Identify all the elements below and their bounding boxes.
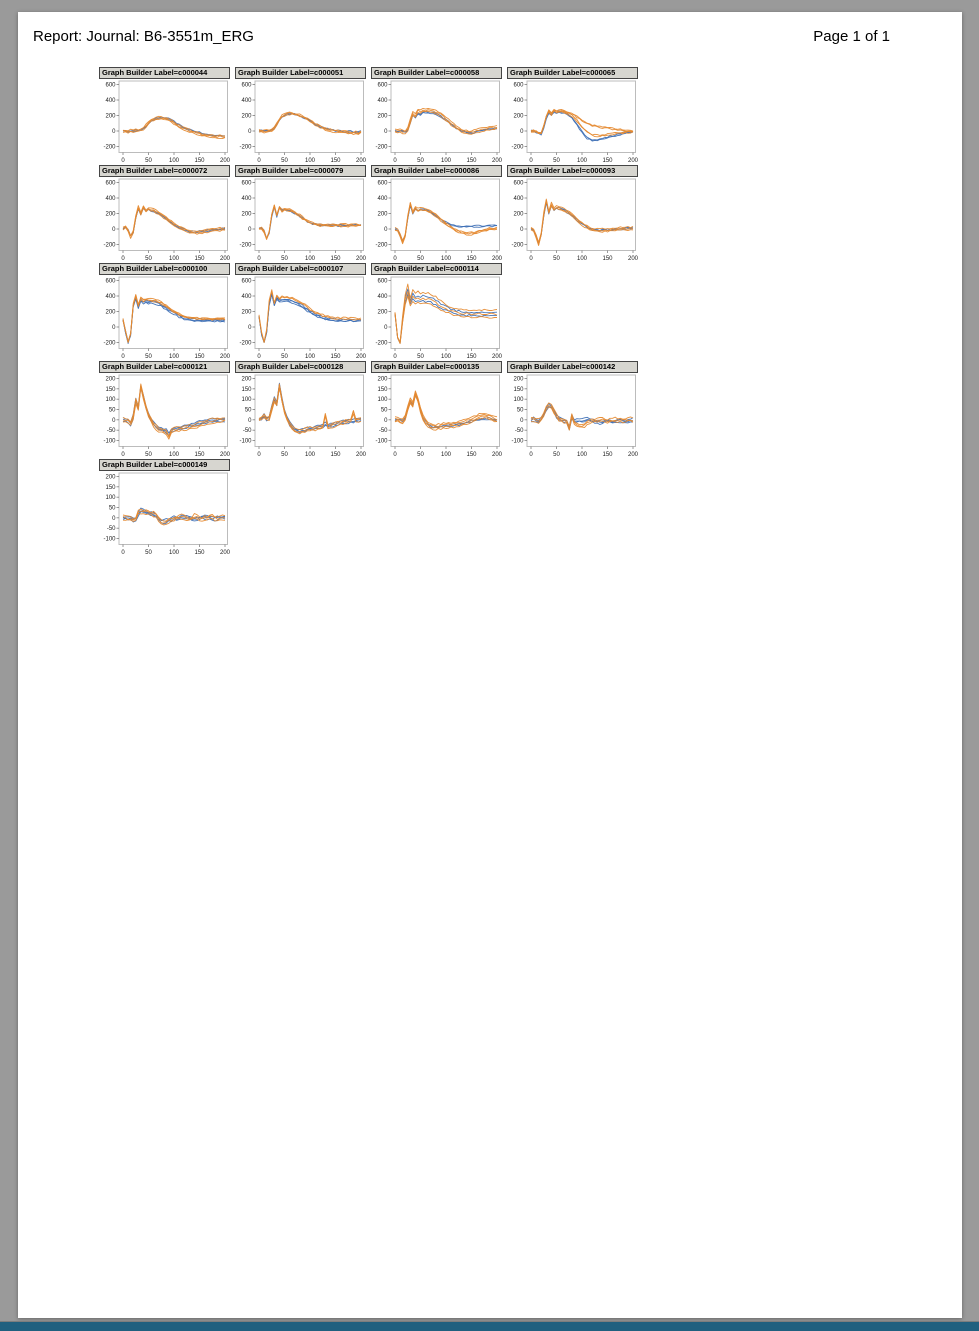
svg-text:0: 0 [257, 256, 261, 262]
svg-text:50: 50 [145, 550, 152, 556]
chart-panel [99, 361, 230, 458]
svg-text:150: 150 [330, 158, 341, 164]
svg-text:200: 200 [241, 211, 252, 218]
svg-text:200: 200 [627, 158, 638, 164]
svg-text:100: 100 [440, 158, 452, 164]
svg-text:0: 0 [393, 158, 397, 164]
svg-text:100: 100 [440, 452, 452, 458]
svg-text:0: 0 [112, 129, 116, 135]
svg-text:50: 50 [553, 452, 560, 458]
svg-text:0: 0 [520, 227, 524, 233]
svg-text:100: 100 [241, 397, 252, 404]
svg-text:50: 50 [417, 158, 424, 164]
chart-row [99, 67, 638, 164]
svg-text:100: 100 [304, 256, 316, 262]
svg-text:0: 0 [121, 550, 125, 556]
svg-text:200: 200 [355, 354, 366, 360]
chart-plot [99, 373, 230, 458]
svg-text:200: 200 [377, 113, 388, 120]
svg-text:200: 200 [491, 158, 502, 164]
svg-text:0: 0 [520, 417, 524, 424]
chart-title: Graph Builder Label=c000121 [99, 361, 230, 373]
svg-text:600: 600 [105, 278, 116, 285]
chart-panel [235, 263, 366, 360]
chart-plot [507, 79, 638, 164]
svg-text:100: 100 [513, 397, 524, 404]
svg-text:200: 200 [377, 309, 388, 316]
svg-text:50: 50 [108, 505, 116, 512]
svg-text:0: 0 [257, 452, 261, 458]
svg-text:0: 0 [384, 325, 388, 331]
svg-text:0: 0 [121, 354, 125, 360]
svg-text:600: 600 [241, 180, 252, 187]
svg-text:200: 200 [513, 113, 524, 120]
svg-text:0: 0 [384, 129, 388, 135]
svg-text:150: 150 [602, 452, 613, 458]
svg-text:200: 200 [105, 474, 116, 481]
svg-text:200: 200 [105, 113, 116, 120]
svg-text:600: 600 [105, 180, 116, 187]
svg-text:600: 600 [377, 82, 388, 89]
chart-title: Graph Builder Label=c000149 [99, 459, 230, 471]
chart-panel [99, 165, 230, 262]
svg-text:100: 100 [168, 256, 180, 262]
svg-text:200: 200 [219, 354, 230, 360]
svg-text:200: 200 [105, 309, 116, 316]
svg-text:0: 0 [384, 227, 388, 233]
chart-row [99, 263, 638, 360]
svg-text:150: 150 [241, 386, 252, 393]
svg-text:-50: -50 [106, 428, 116, 435]
chart-title: Graph Builder Label=c000058 [371, 67, 502, 79]
chart-panel [371, 67, 502, 164]
report-page [18, 12, 962, 1318]
svg-text:50: 50 [281, 158, 288, 164]
chart-title: Graph Builder Label=c000128 [235, 361, 366, 373]
svg-text:400: 400 [513, 196, 524, 202]
svg-text:200: 200 [491, 256, 502, 262]
svg-text:150: 150 [466, 354, 477, 360]
chart-panel [235, 361, 366, 458]
svg-text:100: 100 [377, 397, 388, 404]
svg-text:0: 0 [529, 256, 533, 262]
chart-title: Graph Builder Label=c000086 [371, 165, 502, 177]
svg-text:0: 0 [248, 227, 252, 233]
svg-text:0: 0 [112, 417, 116, 424]
svg-text:100: 100 [576, 158, 588, 164]
svg-text:150: 150 [330, 354, 341, 360]
svg-text:50: 50 [553, 256, 560, 262]
svg-text:200: 200 [241, 309, 252, 316]
svg-text:50: 50 [145, 158, 152, 164]
report-title: Report: Journal: B6-3551m_ERG [33, 28, 254, 45]
svg-text:600: 600 [105, 82, 116, 89]
svg-text:50: 50 [417, 354, 424, 360]
svg-text:400: 400 [377, 98, 388, 104]
svg-text:200: 200 [355, 256, 366, 262]
svg-text:50: 50 [244, 407, 252, 414]
svg-text:-200: -200 [239, 340, 252, 347]
svg-text:100: 100 [440, 256, 452, 262]
chart-plot [99, 471, 230, 556]
svg-text:-50: -50 [514, 428, 524, 435]
page-indicator: Page 1 of 1 [813, 28, 890, 45]
svg-text:0: 0 [393, 452, 397, 458]
svg-text:150: 150 [330, 452, 341, 458]
svg-text:400: 400 [241, 196, 252, 202]
svg-text:0: 0 [248, 325, 252, 331]
svg-text:400: 400 [513, 98, 524, 104]
chart-plot [507, 177, 638, 262]
svg-text:-200: -200 [103, 340, 116, 347]
svg-text:150: 150 [602, 158, 613, 164]
svg-text:100: 100 [440, 354, 452, 360]
chart-title: Graph Builder Label=c000107 [235, 263, 366, 275]
svg-text:200: 200 [377, 376, 388, 383]
svg-text:0: 0 [248, 417, 252, 424]
chart-plot [235, 177, 366, 262]
chart-title: Graph Builder Label=c000044 [99, 67, 230, 79]
chart-title: Graph Builder Label=c000142 [507, 361, 638, 373]
svg-text:200: 200 [355, 158, 366, 164]
svg-text:100: 100 [168, 354, 180, 360]
svg-text:600: 600 [513, 82, 524, 89]
svg-text:100: 100 [304, 158, 316, 164]
svg-text:150: 150 [105, 386, 116, 393]
svg-text:0: 0 [257, 158, 261, 164]
svg-text:-200: -200 [375, 144, 388, 151]
svg-text:150: 150 [194, 550, 205, 556]
chart-plot [235, 275, 366, 360]
chart-plot [371, 79, 502, 164]
chart-panel [235, 67, 366, 164]
svg-text:100: 100 [105, 397, 116, 404]
svg-text:150: 150 [194, 354, 205, 360]
window-edge-bar [0, 1321, 979, 1331]
svg-text:100: 100 [168, 452, 180, 458]
svg-text:200: 200 [513, 211, 524, 218]
chart-title: Graph Builder Label=c000072 [99, 165, 230, 177]
svg-text:0: 0 [121, 256, 125, 262]
svg-text:200: 200 [627, 256, 638, 262]
svg-text:200: 200 [219, 550, 230, 556]
chart-plot [235, 373, 366, 458]
chart-plot [235, 79, 366, 164]
svg-text:400: 400 [241, 98, 252, 104]
svg-text:50: 50 [417, 256, 424, 262]
svg-text:200: 200 [241, 113, 252, 120]
svg-text:50: 50 [281, 452, 288, 458]
chart-title: Graph Builder Label=c000135 [371, 361, 502, 373]
svg-text:0: 0 [112, 227, 116, 233]
svg-text:0: 0 [121, 452, 125, 458]
svg-text:50: 50 [553, 158, 560, 164]
chart-panel [371, 263, 502, 360]
svg-text:200: 200 [105, 376, 116, 383]
svg-text:600: 600 [241, 82, 252, 89]
svg-text:0: 0 [248, 129, 252, 135]
svg-text:-50: -50 [106, 526, 116, 533]
svg-text:50: 50 [417, 452, 424, 458]
svg-text:0: 0 [384, 417, 388, 424]
svg-text:100: 100 [576, 256, 588, 262]
svg-text:-100: -100 [375, 438, 388, 445]
svg-text:150: 150 [466, 158, 477, 164]
chart-plot [371, 373, 502, 458]
svg-text:0: 0 [257, 354, 261, 360]
svg-text:0: 0 [121, 158, 125, 164]
svg-text:-200: -200 [375, 340, 388, 347]
svg-text:-200: -200 [239, 242, 252, 249]
chart-panel [371, 165, 502, 262]
svg-text:150: 150 [330, 256, 341, 262]
svg-text:400: 400 [105, 196, 116, 202]
svg-text:600: 600 [241, 278, 252, 285]
svg-text:-100: -100 [103, 438, 116, 445]
svg-text:200: 200 [513, 376, 524, 383]
svg-text:-200: -200 [511, 242, 524, 249]
svg-text:50: 50 [145, 452, 152, 458]
svg-text:50: 50 [380, 407, 388, 414]
chart-panel [507, 165, 638, 262]
svg-text:100: 100 [576, 452, 588, 458]
svg-text:100: 100 [304, 452, 316, 458]
svg-text:200: 200 [241, 376, 252, 383]
svg-text:-100: -100 [103, 536, 116, 543]
svg-text:150: 150 [513, 386, 524, 393]
chart-plot [99, 79, 230, 164]
svg-text:-200: -200 [239, 144, 252, 151]
svg-text:-50: -50 [242, 428, 252, 435]
svg-text:200: 200 [491, 452, 502, 458]
svg-text:200: 200 [377, 211, 388, 218]
chart-panel [507, 361, 638, 458]
chart-title: Graph Builder Label=c000051 [235, 67, 366, 79]
svg-text:150: 150 [602, 256, 613, 262]
svg-text:150: 150 [466, 452, 477, 458]
svg-text:0: 0 [529, 158, 533, 164]
svg-text:400: 400 [377, 294, 388, 300]
chart-panel [99, 263, 230, 360]
chart-panel [507, 67, 638, 164]
svg-text:100: 100 [168, 550, 180, 556]
svg-text:200: 200 [491, 354, 502, 360]
svg-text:400: 400 [105, 294, 116, 300]
chart-title: Graph Builder Label=c000093 [507, 165, 638, 177]
svg-text:600: 600 [377, 278, 388, 285]
svg-text:-200: -200 [103, 242, 116, 249]
chart-row [99, 459, 638, 556]
svg-text:0: 0 [112, 325, 116, 331]
svg-text:-200: -200 [103, 144, 116, 151]
svg-text:-200: -200 [375, 242, 388, 249]
chart-panel [235, 165, 366, 262]
svg-text:200: 200 [219, 158, 230, 164]
chart-title: Graph Builder Label=c000114 [371, 263, 502, 275]
svg-text:50: 50 [108, 407, 116, 414]
svg-text:50: 50 [281, 354, 288, 360]
chart-panel [99, 459, 230, 556]
svg-text:100: 100 [168, 158, 180, 164]
chart-plot [99, 275, 230, 360]
svg-text:200: 200 [355, 452, 366, 458]
svg-text:200: 200 [105, 211, 116, 218]
svg-text:50: 50 [516, 407, 524, 414]
chart-title: Graph Builder Label=c000079 [235, 165, 366, 177]
charts-grid [99, 67, 638, 557]
svg-text:-100: -100 [511, 438, 524, 445]
svg-text:0: 0 [520, 129, 524, 135]
chart-row [99, 361, 638, 458]
chart-plot [99, 177, 230, 262]
svg-text:400: 400 [105, 98, 116, 104]
svg-text:150: 150 [466, 256, 477, 262]
svg-text:-200: -200 [511, 144, 524, 151]
chart-panel [99, 67, 230, 164]
svg-text:0: 0 [529, 452, 533, 458]
svg-text:100: 100 [304, 354, 316, 360]
chart-title: Graph Builder Label=c000065 [507, 67, 638, 79]
svg-text:600: 600 [377, 180, 388, 187]
chart-panel [371, 361, 502, 458]
svg-text:0: 0 [112, 515, 116, 522]
chart-plot [371, 177, 502, 262]
svg-text:150: 150 [105, 484, 116, 491]
chart-row [99, 165, 638, 262]
svg-text:400: 400 [377, 196, 388, 202]
svg-text:-50: -50 [378, 428, 388, 435]
svg-text:150: 150 [194, 256, 205, 262]
svg-text:200: 200 [627, 452, 638, 458]
chart-plot [371, 275, 502, 360]
chart-title: Graph Builder Label=c000100 [99, 263, 230, 275]
svg-text:0: 0 [393, 354, 397, 360]
svg-text:150: 150 [377, 386, 388, 393]
svg-text:50: 50 [281, 256, 288, 262]
chart-plot [507, 373, 638, 458]
svg-text:150: 150 [194, 158, 205, 164]
svg-text:50: 50 [145, 354, 152, 360]
svg-text:400: 400 [241, 294, 252, 300]
svg-text:200: 200 [219, 256, 230, 262]
svg-text:100: 100 [105, 495, 116, 502]
svg-text:600: 600 [513, 180, 524, 187]
svg-text:200: 200 [219, 452, 230, 458]
svg-text:-100: -100 [239, 438, 252, 445]
svg-text:50: 50 [145, 256, 152, 262]
svg-text:150: 150 [194, 452, 205, 458]
svg-text:0: 0 [393, 256, 397, 262]
